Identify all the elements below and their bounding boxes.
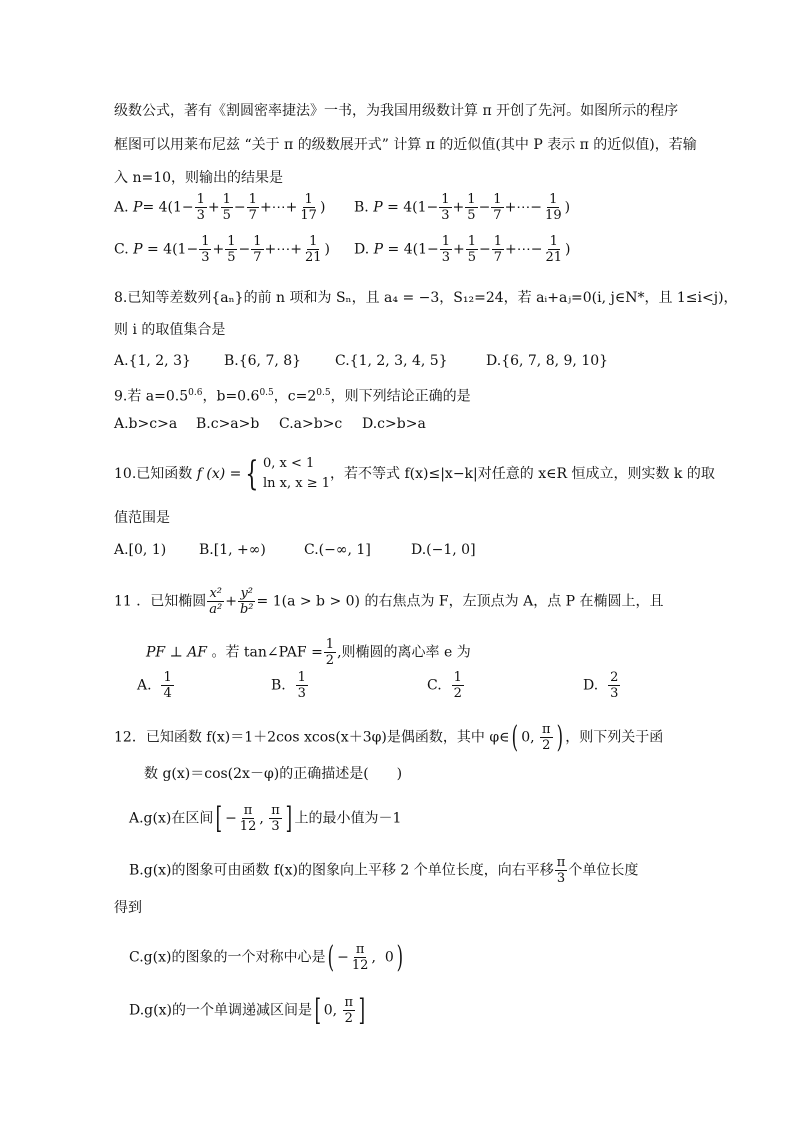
q10-option-a: A.[0, 1): [114, 542, 167, 558]
q8-option-b: B.{6, 7, 8}: [224, 353, 302, 369]
q9-option-d: D.c>b>a: [362, 416, 426, 432]
q11-option-a: A. $\frac{1}{4}$: [137, 670, 172, 701]
q12-option-b-line-1: B.g(x)的图象可由函数 f(x)的图象向上平移 2 个单位长度，向右平移 $\frac{\pi}{3}$ 个单位长度: [129, 855, 639, 886]
q8-stem-line-1: 8.已知等差数列{aₙ}的前 n 项和为 Sₙ，且 a₄ = −3，S₁₂=24，若 aᵢ+aⱼ=0(i, j∈N*，且 1≤i<j)，: [114, 290, 738, 306]
q12-stem-line-2: 数 g(x)＝cos(2x－φ)的正确描述是( ): [144, 766, 403, 782]
q9-stem: 9.若 $a=0.5^{0.6}$，$b=0.6^{0.5}$，$c=2^{0.5}$，则下列结论正确的是: [114, 388, 471, 405]
q8-stem-line-2: 则 i 的取值集合是: [114, 322, 226, 338]
q11-option-d: D. $\frac{2}{3}$: [583, 670, 619, 701]
q11-option-c: C. $\frac{1}{2}$: [427, 670, 462, 701]
q7-option-b: B. P = 4(1− $\frac{1}{3}$ + $\frac{1}{5}$ − $\frac{1}{7}$ +⋯− $\frac{1}{19}$ ): [354, 192, 571, 223]
q10-option-c: C.(−∞, 1]: [304, 542, 371, 558]
intro-line-2: 框图可以用莱布尼兹 “关于 π 的级数展开式” 计算 π 的近似值(其中 P 表示 π 的近似值)，若输: [114, 137, 697, 153]
q7-option-a: A. P= 4(1− $\frac{1}{3}$ + $\frac{1}{5}$ − $\frac{1}{7}$ +⋯+ $\frac{1}{17}$ ): [114, 192, 326, 223]
q9-option-c: C.a>b>c: [279, 416, 343, 432]
q12-option-c: C.g(x)的图象的一个对称中心是( − $\frac{\pi}{12}$ , 0): [129, 939, 403, 975]
q7-option-c: C. P = 4(1− $\frac{1}{3}$ + $\frac{1}{5}$ − $\frac{1}{7}$ +⋯+ $\frac{1}{21}$ ): [114, 234, 330, 265]
q12-option-b-line-2: 得到: [114, 900, 142, 916]
q11-option-b: B. $\frac{1}{3}$: [271, 670, 306, 701]
q10-stem-line-1: 10.已知函数 f (x) = { 0, x < 1 ln x, x ≥ 1 ，若不等式 f(x)≤|x−k|对任意的 x∈R 恒成立，则实数 k 的取: [114, 454, 715, 494]
q10-stem-line-2: 值范围是: [114, 510, 170, 526]
q8-option-c: C.{1, 2, 3, 4, 5}: [335, 353, 448, 369]
q11-stem-line-1: 11 ．已知椭圆 $\frac{\text{x²}}{\text{a²}}$ + $\frac{\text{y²}}{\text{b²}}$ = 1(a > b > 0) 的右焦点为 F，左顶点为 A，点 P 在椭圆上，且: [114, 586, 664, 617]
q10-option-d: D.(−1, 0]: [411, 542, 476, 558]
frac: $\frac{1}{3}$: [196, 192, 205, 223]
q11-stem-line-2: PF ⊥ AF 。若 tan∠PAF = $\frac{1}{2}$ ,则椭圆的离心率 e 为: [146, 637, 471, 668]
intro-line-1: 级数公式，著有《割圆密率捷法》一书，为我国用级数计算 π 开创了先河。如图所示的程序: [114, 103, 679, 119]
q8-option-d: D.{6, 7, 8, 9, 10}: [486, 353, 609, 369]
intro-line-3: 入 n=10，则输出的结果是: [114, 170, 284, 186]
q12-option-a: A.g(x)在区间[ − $\frac{\pi}{12}$ , $\frac{\pi}{3}$ ] 上的最小值为－1: [129, 800, 402, 836]
q9-option-b: B.c>a>b: [196, 416, 260, 432]
q8-option-a: A.{1, 2, 3}: [114, 353, 191, 369]
q9-option-a: A.b>c>a: [114, 416, 178, 432]
q7-option-d: D. P = 4(1− $\frac{1}{3}$ + $\frac{1}{5}$ − $\frac{1}{7}$ +⋯− $\frac{1}{21}$ ): [354, 234, 571, 265]
brace: {: [245, 454, 259, 494]
piecewise-cases: 0, x < 1 ln x, x ≥ 1: [263, 456, 331, 491]
q12-stem-line-1: 12．已知函数 f(x)＝1＋2cos xcos(x＋3φ)是偶函数，其中 φ∈( 0, $\frac{\pi}{2}$ ) ，则下列关于函: [114, 719, 664, 755]
q10-option-b: B.[1, +∞): [199, 542, 266, 558]
q12-option-d: D.g(x)的一个单调递减区间是[ 0, $\frac{\pi}{2}$ ]: [129, 992, 366, 1028]
